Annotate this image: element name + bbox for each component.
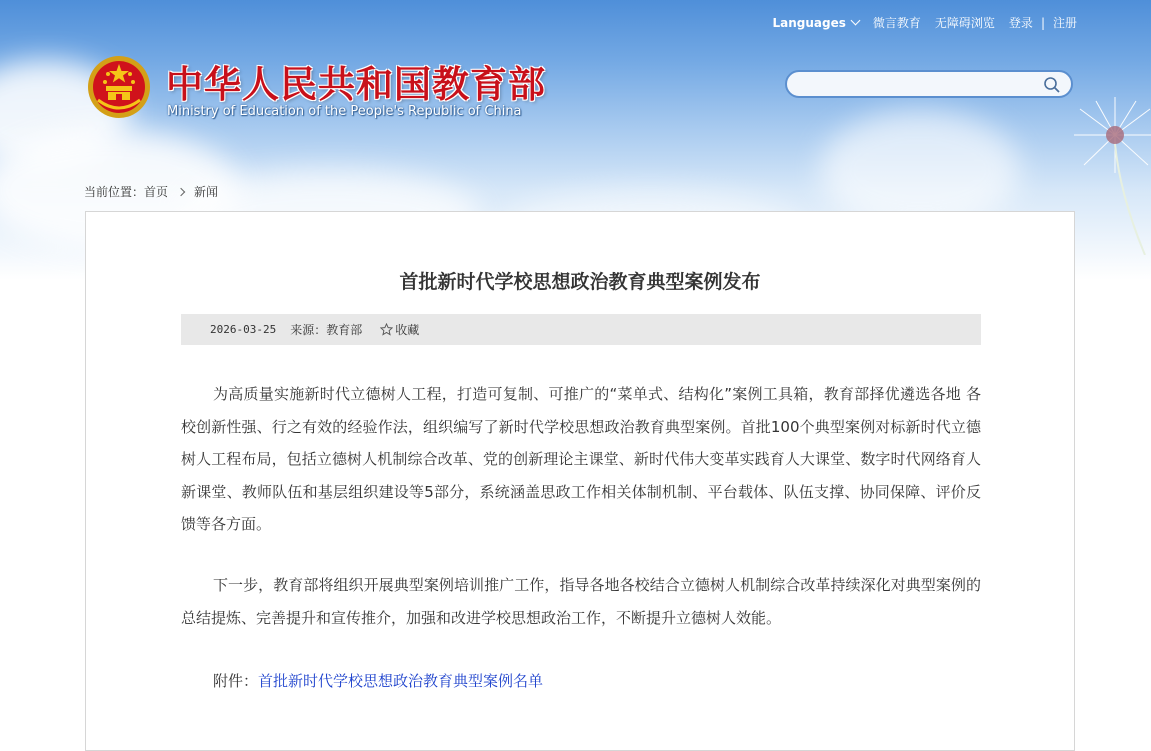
attachment-link[interactable]: 首批新时代学校思想政治教育典型案例名单 [258, 672, 544, 690]
attachment-label: 附件： [213, 672, 259, 690]
article-title: 首批新时代学校思想政治教育典型案例发布 [399, 271, 761, 293]
article-paragraph: 为高质量实施新时代立德树人工程，打造可复制、可推广的“菜单式、结构化”案例工具箱，教育部择优遴选各地 各校创新性强、行之有效的经验作法，组织编写了新时代学校思想政治教育典型案例。首批100个典型案例对标新时代立德树人工程布局，包括立德树人机制综合改革、党的创新理论主课堂、新时代伟大变革实践育人大课堂、数字时代网络育人新课堂、教师队伍和基层组织建设等5部分，系统涵盖思政工作相关体制机制、平台载体、队伍支撑、协同保障、评价反馈等各方面。 [181, 385, 981, 533]
register-link[interactable]: 注册 [1052, 16, 1077, 30]
site-subtitle: Ministry of Education of the People's Republic of China [167, 104, 522, 119]
attachment-line [213, 670, 543, 691]
national-emblem-icon[interactable] [86, 54, 152, 120]
breadcrumb-home-link[interactable]: 首页 [144, 185, 169, 199]
breadcrumb-prefix: 当前位置： [84, 185, 145, 199]
star-icon [380, 323, 393, 336]
breadcrumb-news-link[interactable]: 新闻 [194, 185, 219, 199]
favorite-button[interactable] [380, 321, 419, 338]
accessibility-link[interactable]: 无障碍浏览 [934, 16, 995, 30]
article-source: 来源：教育部 [290, 323, 363, 337]
chevron-right-icon [177, 187, 185, 195]
top-utility-bar [773, 14, 1078, 31]
languages-menu[interactable] [773, 16, 859, 30]
weibo-link[interactable]: 微言教育 [872, 16, 921, 30]
search-icon[interactable] [1043, 76, 1061, 94]
article-meta-bar [181, 314, 981, 345]
favorite-label: 收藏 [395, 323, 420, 337]
topbar-separator: | [1040, 15, 1045, 30]
search-box [785, 70, 1073, 98]
article-container [85, 211, 1075, 751]
languages-label: Languages [772, 15, 846, 30]
breadcrumb [84, 183, 218, 200]
site-title[interactable]: 中华人民共和国教育部 [166, 62, 546, 106]
article-paragraph: 下一步，教育部将组织开展典型案例培训推广工作，指导各地各校结合立德树人机制综合改革持续深化对典型案例的总结提炼、完善提升和宣传推介，加强和改进学校思想政治工作，不断提升立德树人效能。 [181, 576, 981, 627]
article-date: 2026-03-25 [210, 323, 277, 336]
chevron-down-icon [850, 15, 860, 25]
login-link[interactable]: 登录 [1008, 16, 1033, 30]
search-input[interactable] [799, 75, 1033, 97]
